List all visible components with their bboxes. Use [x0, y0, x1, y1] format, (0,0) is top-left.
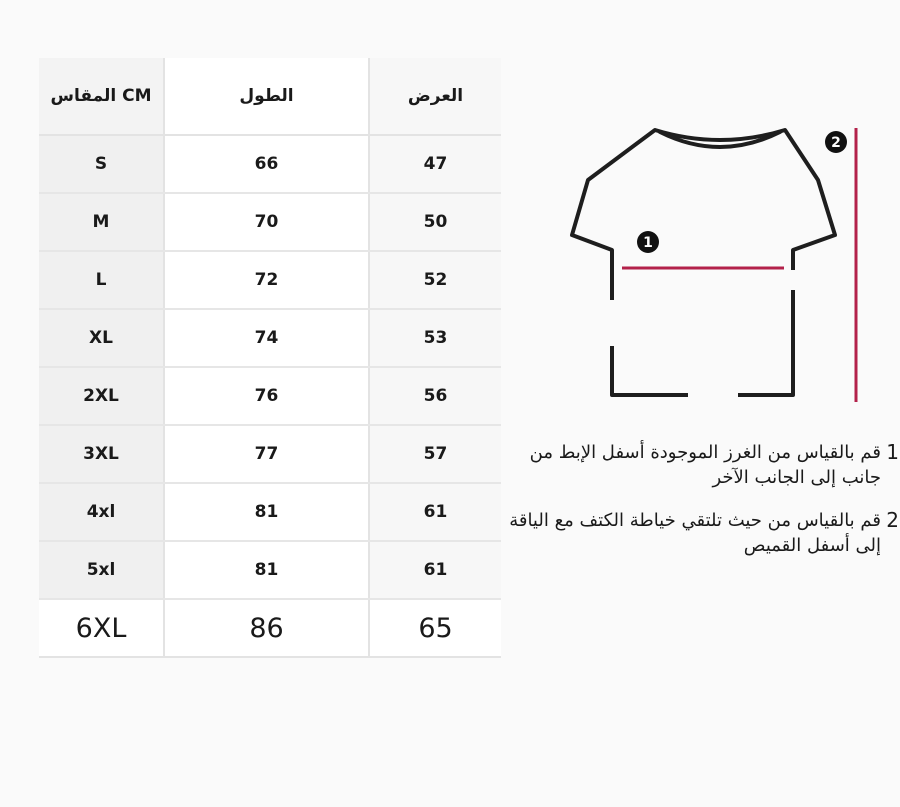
- size-cell: XL: [39, 309, 164, 367]
- width-cell: 47: [369, 135, 501, 193]
- instruction-number: 2: [886, 508, 899, 532]
- header-length: الطول: [164, 58, 369, 135]
- table-row: [39, 599, 501, 657]
- table-header-row: [39, 58, 501, 135]
- length-cell: 81: [164, 541, 369, 599]
- length-cell: 81: [164, 483, 369, 541]
- length-cell: 77: [164, 425, 369, 483]
- table-row: [39, 483, 501, 541]
- width-cell: 50: [369, 193, 501, 251]
- table-row: [39, 541, 501, 599]
- measurement-instructions: [505, 440, 897, 558]
- size-cell: M: [39, 193, 164, 251]
- size-cell: 3XL: [39, 425, 164, 483]
- width-cell: 61: [369, 541, 501, 599]
- instruction-number: 1: [886, 440, 899, 464]
- size-chart-table: [39, 58, 501, 658]
- size-cell: 4xl: [39, 483, 164, 541]
- length-cell: 76: [164, 367, 369, 425]
- table-row: [39, 193, 501, 251]
- size-cell: S: [39, 135, 164, 193]
- table-row: [39, 425, 501, 483]
- size-cell: 5xl: [39, 541, 164, 599]
- instruction-item: [505, 508, 897, 558]
- table-row: [39, 367, 501, 425]
- marker-1-label: 1: [643, 235, 653, 251]
- outline-gap: [607, 300, 617, 346]
- width-cell: 56: [369, 367, 501, 425]
- marker-2-label: 2: [831, 135, 841, 151]
- length-cell: 86: [164, 599, 369, 657]
- length-cell: 74: [164, 309, 369, 367]
- outline-gap: [788, 270, 798, 290]
- size-cell: 2XL: [39, 367, 164, 425]
- length-cell: 70: [164, 193, 369, 251]
- width-cell: 52: [369, 251, 501, 309]
- table-row: [39, 135, 501, 193]
- width-cell: 57: [369, 425, 501, 483]
- width-cell: 61: [369, 483, 501, 541]
- size-cell: 6XL: [39, 599, 164, 657]
- outline-gap: [688, 390, 738, 400]
- header-size: المقاس CM: [39, 58, 164, 135]
- width-cell: 65: [369, 599, 501, 657]
- tshirt-measurement-diagram: [560, 110, 880, 420]
- table-row: [39, 251, 501, 309]
- instruction-item: [505, 440, 897, 490]
- instruction-text: قم بالقياس من حيث تلتقي خياطة الكتف مع الياقة إلى أسفل القميص: [509, 510, 881, 556]
- table-row: [39, 309, 501, 367]
- instruction-text: قم بالقياس من الغرز الموجودة أسفل الإبط من جانب إلى الجانب الآخر: [529, 442, 881, 488]
- width-cell: 53: [369, 309, 501, 367]
- header-width: العرض: [369, 58, 501, 135]
- size-cell: L: [39, 251, 164, 309]
- length-cell: 72: [164, 251, 369, 309]
- length-cell: 66: [164, 135, 369, 193]
- tshirt-outline-icon: [572, 130, 835, 395]
